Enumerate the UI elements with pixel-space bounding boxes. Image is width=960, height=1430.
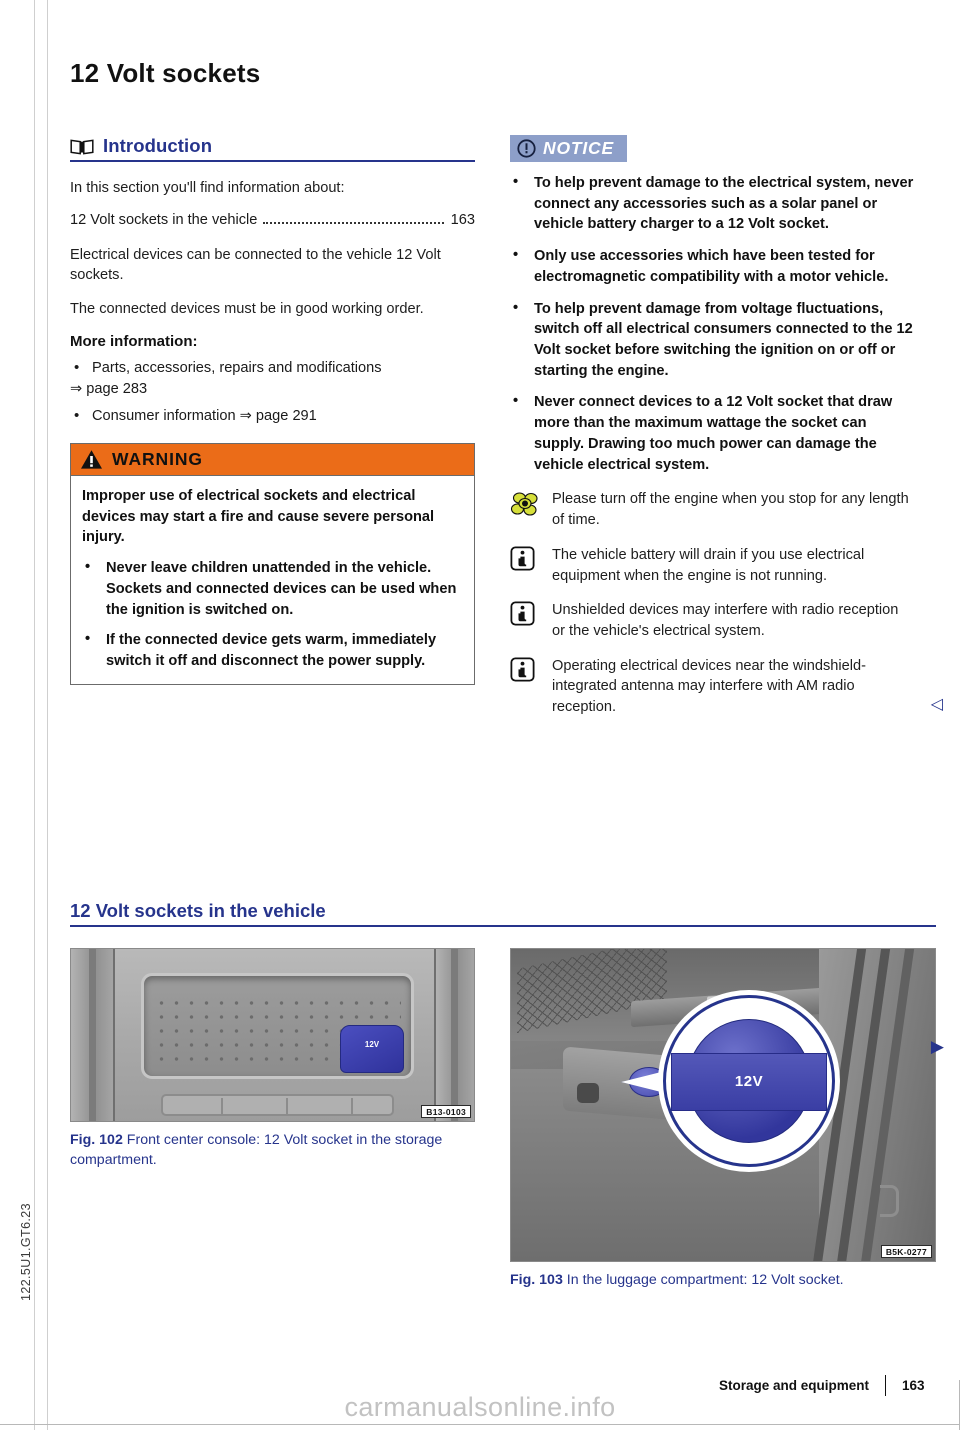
list-item: [70, 358, 475, 399]
figure-102-caption-text: Front center console: 12 Volt socket in the storage compartment.: [70, 1132, 443, 1168]
console-divider-1: [221, 1098, 223, 1116]
info-icon: [510, 546, 540, 574]
info-note-1-text: The vehicle battery will drain if you use electrical equipment when the engine is not running.: [552, 546, 865, 584]
page-content: [70, 58, 943, 716]
info-icon: [510, 657, 540, 685]
toc-entry-label: 12 Volt sockets in the vehicle: [70, 211, 258, 228]
list-item: • To help prevent damage to the electrical system, never connect any accessories such as a solar panel or vehicle battery charger to a 12 Volt socket.: [510, 173, 915, 235]
introduction-heading: [70, 135, 475, 162]
warning-triangle-icon: [80, 449, 103, 470]
more-info-text-1: Parts, accessories, repairs and modifications: [92, 359, 382, 376]
intro-paragraph-2: The connected devices must be in good working order.: [70, 301, 424, 318]
figure-102-code: B13-0103: [421, 1105, 471, 1118]
left-column: [70, 135, 475, 685]
figure-102-caption: [70, 1131, 475, 1171]
page-title: 12 Volt sockets: [70, 58, 261, 88]
warning-label: WARNING: [112, 449, 203, 470]
list-item: • Only use accessories which have been tested for electromagnetic compatibility with a motor vehicle.: [510, 246, 915, 287]
figure-103-code: B5K-0277: [881, 1245, 932, 1258]
console-divider-2: [286, 1098, 288, 1116]
intro-lead-in: In this section you'll find information about:: [70, 180, 345, 196]
console-seam-left: [89, 949, 96, 1121]
console-lower-lip: [161, 1094, 394, 1116]
more-information-list: [70, 358, 475, 427]
warning-body: [71, 476, 474, 684]
figure-102-image: [70, 948, 475, 1122]
more-info-ref-1[interactable]: ⇒ page 283: [70, 380, 148, 397]
list-item: • Never connect devices to a 12 Volt socket that draw more than the maximum wattage the socket can supply. Drawing too much power can damage the vehicle electrical system.: [510, 392, 915, 475]
console-divider-3: [351, 1098, 353, 1116]
figure-102: [70, 948, 475, 1171]
info-note-2: [510, 600, 915, 641]
figure-103-caption-text: In the luggage compartment: 12 Volt socket.: [566, 1272, 844, 1288]
exclamation-circle-icon: [517, 139, 536, 158]
magnifier-callout: [663, 995, 835, 1167]
environment-note: [510, 489, 915, 530]
more-information-heading: More information:: [70, 332, 198, 350]
intro-paragraph-1: Electrical devices can be connected to the vehicle 12 Volt sockets.: [70, 246, 441, 284]
open-book-icon: [70, 138, 94, 155]
list-item: • If the connected device gets warm, immediately switch it off and disconnect the power supply.: [82, 630, 463, 671]
warning-header: [71, 444, 474, 476]
environment-note-text: Please turn off the engine when you stop for any length of time.: [552, 491, 909, 529]
info-icon: [510, 601, 540, 629]
spine-rule-outer: [34, 0, 35, 1430]
spine-rule-inner: [47, 0, 48, 1430]
toc-dot-leader: [263, 221, 443, 224]
flower-icon: [510, 490, 540, 518]
warning-intro: Improper use of electrical sockets and electrical devices may start a fire and cause severe personal injury.: [82, 488, 435, 546]
info-note-3: [510, 656, 943, 718]
info-note-1: [510, 545, 915, 586]
luggage-compartment-photo: [511, 949, 935, 1261]
vehicle-section-heading-text: 12 Volt sockets in the vehicle: [70, 900, 326, 921]
more-info-text-2: Consumer information: [92, 408, 236, 425]
document-side-code: 122.5U1.GT6.23: [19, 1202, 33, 1302]
end-of-section-marker: ◁: [930, 696, 943, 714]
footer-rule: [0, 1424, 960, 1425]
tie-down-hook: [880, 1185, 899, 1217]
figure-103-caption: [510, 1271, 936, 1291]
more-info-ref-2[interactable]: ⇒ page 291: [239, 408, 317, 425]
socket-12v-highlight: [340, 1025, 404, 1073]
storage-compartment: [141, 973, 414, 1079]
socket-12v-label: 12V: [734, 1073, 764, 1090]
site-watermark: carmanualsonline.info: [344, 1392, 616, 1422]
info-note-3-text: Operating electrical devices near the windshield-integrated antenna may interfere with AM radio reception.: [552, 657, 866, 716]
right-column: [510, 135, 943, 718]
figure-103: [510, 948, 944, 1291]
callout-socket-band: [671, 1053, 827, 1111]
continuation-marker: ▶: [930, 1037, 944, 1056]
toc-entry[interactable]: [70, 212, 475, 228]
figure-103-image: [510, 948, 936, 1262]
notice-bullet-list: [510, 173, 915, 475]
toc-entry-page: 163: [450, 211, 475, 228]
console-seam-right: [451, 949, 458, 1121]
list-item: • To help prevent damage from voltage fluctuations, switch off all electrical consumers connected to the 12 Volt socket before switching the ignition on or off or starting the engine.: [510, 299, 915, 382]
notice-header: [510, 135, 627, 162]
footer-section-label: Storage and equipment: [718, 1378, 869, 1393]
figure-102-number: Fig. 102: [70, 1132, 123, 1148]
figure-103-number: Fig. 103: [510, 1272, 563, 1288]
notice-label: NOTICE: [543, 138, 614, 158]
vehicle-section-heading: [70, 900, 936, 927]
info-note-2-text: Unshielded devices may interfere with radio reception or the vehicle's electrical system.: [552, 602, 899, 639]
list-item: [70, 406, 475, 427]
warning-box: [70, 443, 475, 685]
trunk-knob: [577, 1083, 599, 1103]
warning-bullet-list: [82, 558, 463, 672]
list-item: • Never leave children unattended in the vehicle. Sockets and connected devices can be used when the ignition is switched on.: [82, 558, 463, 620]
footer-page-number: 163: [902, 1378, 925, 1393]
introduction-heading-text: Introduction: [103, 135, 213, 156]
center-console-illustration: [71, 949, 474, 1121]
